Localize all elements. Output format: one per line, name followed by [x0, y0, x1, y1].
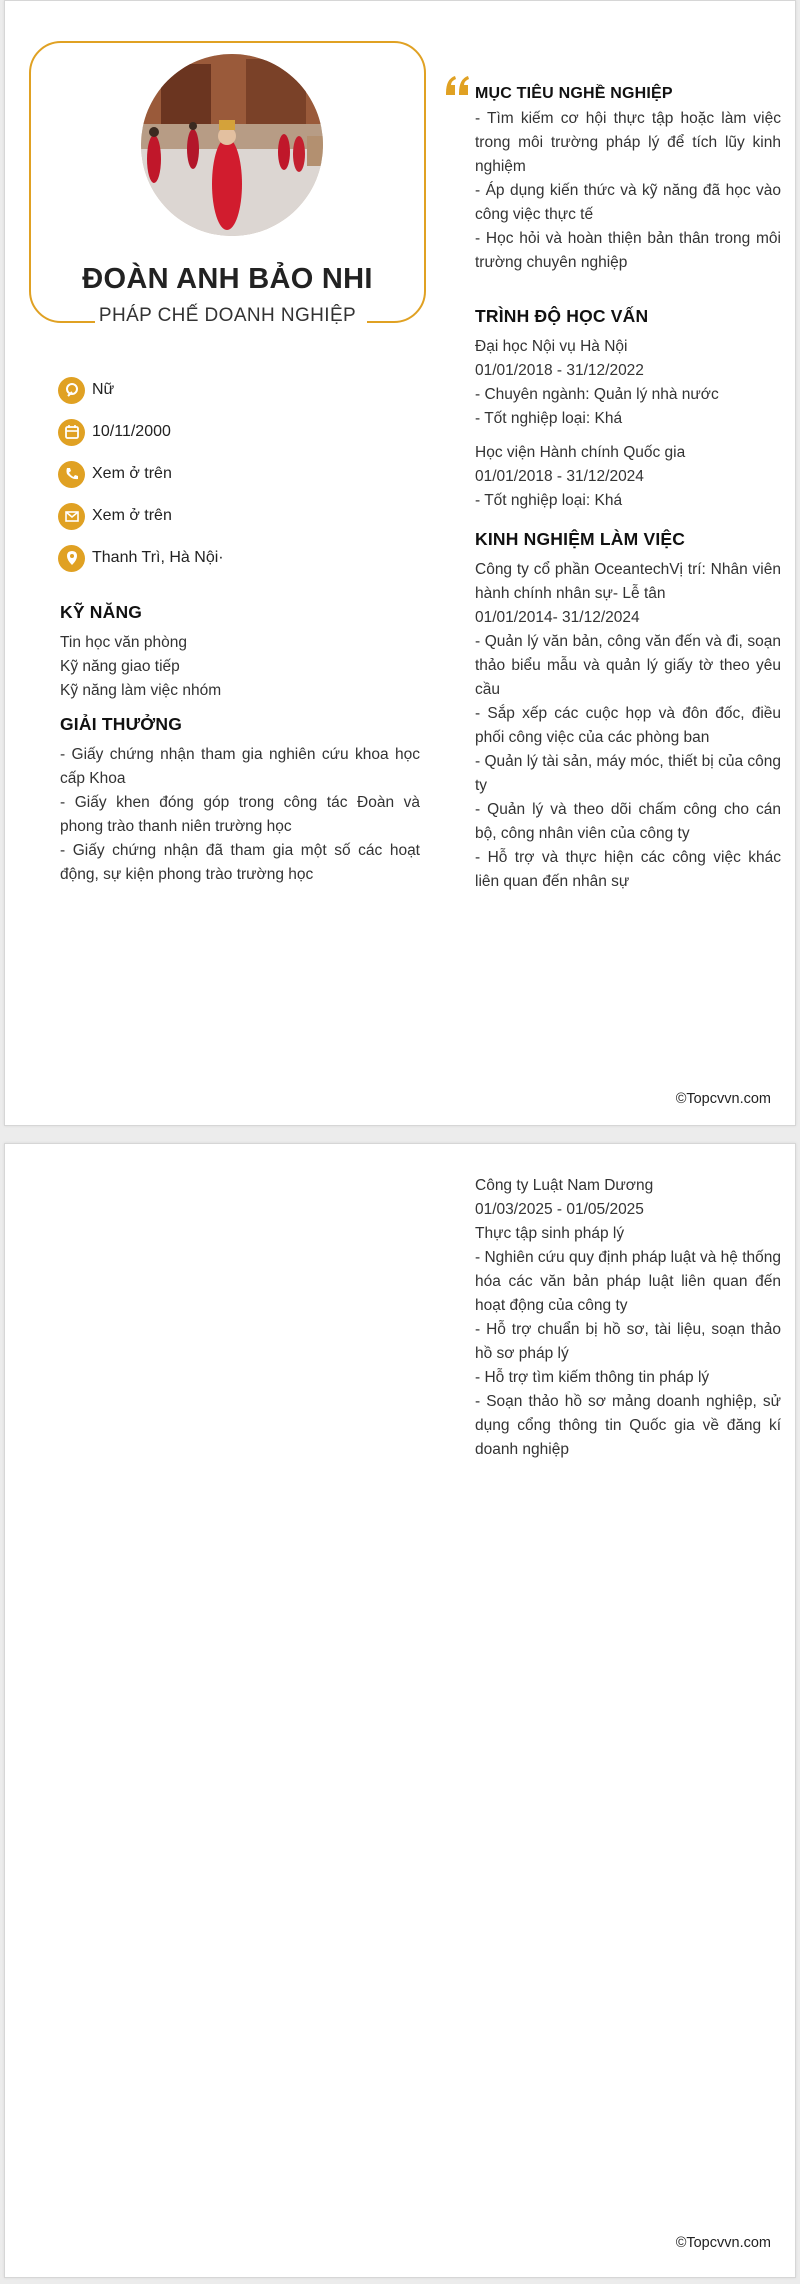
education-school: Học viện Hành chính Quốc gia	[475, 444, 686, 461]
phone-icon	[58, 461, 85, 488]
footer-brand: ©Topcvvn.com	[675, 1091, 771, 1107]
award-item: - Giấy khen đóng góp trong công tác Đoàn và phong trào thanh niên trường học	[60, 794, 420, 835]
experience-entry-1	[475, 558, 781, 894]
experience-item: - Hỗ trợ tìm kiếm thông tin pháp lý	[475, 1369, 710, 1386]
objective-item: - Áp dụng kiến thức và kỹ năng đã học vào công việc thực tế	[475, 182, 781, 223]
education-grade: - Tốt nghiệp loại: Khá	[475, 492, 623, 509]
objective-title: MỤC TIÊU NGHỀ NGHIỆP	[475, 85, 673, 102]
contact-address	[58, 543, 224, 573]
footer-brand: ©Topcvvn.com	[675, 2235, 771, 2251]
education-period: 01/01/2018 - 31/12/2024	[475, 468, 644, 485]
contact-email	[58, 501, 172, 531]
contact-phone	[58, 459, 172, 489]
gender-value: Nữ	[92, 381, 115, 398]
education-school: Đại học Nội vụ Hà Nội	[475, 338, 628, 355]
experience-entry-2	[475, 1174, 781, 1462]
experience-item: - Hỗ trợ và thực hiện các công việc khác liên quan đến nhân sự	[475, 849, 781, 890]
objective-list	[475, 107, 781, 275]
experience-period: 01/03/2025 - 01/05/2025	[475, 1201, 644, 1218]
experience-item: - Sắp xếp các cuộc họp và đôn đốc, điều phối công việc của các phòng ban	[475, 705, 781, 746]
cv-page-1	[4, 0, 796, 1126]
education-major: - Chuyên ngành: Quản lý nhà nước	[475, 386, 719, 403]
skills-title: KỸ NĂNG	[60, 602, 143, 622]
experience-position: Thực tập sinh pháp lý	[475, 1225, 625, 1242]
cv-page-2	[4, 1143, 796, 2278]
experience-item: - Soạn thảo hồ sơ mảng doanh nghiệp, sử dụng cổng thông tin Quốc gia về đăng kí doanh nghiệp	[475, 1393, 781, 1458]
education-entry-2	[475, 441, 781, 513]
skill-item: Tin học văn phòng	[60, 634, 187, 651]
email-icon	[58, 503, 85, 530]
awards-title: GIẢI THƯỞNG	[60, 714, 183, 734]
award-item: - Giấy chứng nhận tham gia nghiên cứu khoa học cấp Khoa	[60, 746, 420, 787]
objective-item: - Học hỏi và hoàn thiện bản thân trong môi trường chuyên nghiệp	[475, 230, 781, 271]
experience-item: - Quản lý tài sản, máy móc, thiết bị của công ty	[475, 753, 781, 794]
skill-item: Kỹ năng giao tiếp	[60, 658, 180, 675]
candidate-name: ĐOÀN ANH BẢO NHI	[82, 263, 373, 295]
objective-item: - Tìm kiếm cơ hội thực tập hoặc làm việc trong môi trường pháp lý để tích lũy kinh nghiệm	[475, 110, 781, 175]
calendar-icon	[58, 419, 85, 446]
contact-gender	[58, 375, 114, 405]
experience-title: KINH NGHIỆM LÀM VIỆC	[475, 529, 686, 549]
experience-period: 01/01/2014- 31/12/2024	[475, 609, 640, 626]
quote-icon	[443, 71, 473, 101]
phone-value: Xem ở trên	[92, 465, 172, 482]
education-title: TRÌNH ĐỘ HỌC VẤN	[475, 306, 649, 326]
skill-item: Kỹ năng làm việc nhóm	[60, 682, 222, 699]
dob-value: 10/11/2000	[92, 423, 171, 440]
experience-item: - Quản lý văn bản, công văn đến và đi, soạn thảo biểu mẫu và quản lý giấy tờ theo yêu cầu	[475, 633, 781, 698]
awards-list	[60, 743, 420, 887]
education-period: 01/01/2018 - 31/12/2022	[475, 362, 644, 379]
gender-icon	[58, 377, 85, 404]
experience-item: - Quản lý và theo dõi chấm công cho cán bộ, công nhân viên của công ty	[475, 801, 781, 842]
avatar	[141, 54, 323, 236]
skills-list	[60, 631, 420, 703]
experience-item: - Hỗ trợ chuẩn bị hồ sơ, tài liệu, soạn thảo hồ sơ pháp lý	[475, 1321, 781, 1362]
email-value: Xem ở trên	[92, 507, 172, 524]
address-value: Thanh Trì, Hà Nội·	[92, 549, 224, 566]
education-entry-1	[475, 335, 781, 431]
education-grade: - Tốt nghiệp loại: Khá	[475, 410, 623, 427]
experience-header: Công ty cổ phần OceantechVị trí: Nhân viên hành chính nhân sự- Lễ tân	[475, 561, 781, 602]
candidate-role: PHÁP CHẾ DOANH NGHIỆP	[98, 305, 357, 326]
location-icon	[58, 545, 85, 572]
award-item: - Giấy chứng nhận đã tham gia một số các hoạt động, sự kiện phong trào trường học	[60, 842, 420, 883]
experience-item: - Nghiên cứu quy định pháp luật và hệ thống hóa các văn bản pháp luật liên quan đến hoạt động của công ty	[475, 1249, 781, 1314]
contact-dob	[58, 417, 171, 447]
experience-header: Công ty Luật Nam Dương	[475, 1177, 654, 1194]
